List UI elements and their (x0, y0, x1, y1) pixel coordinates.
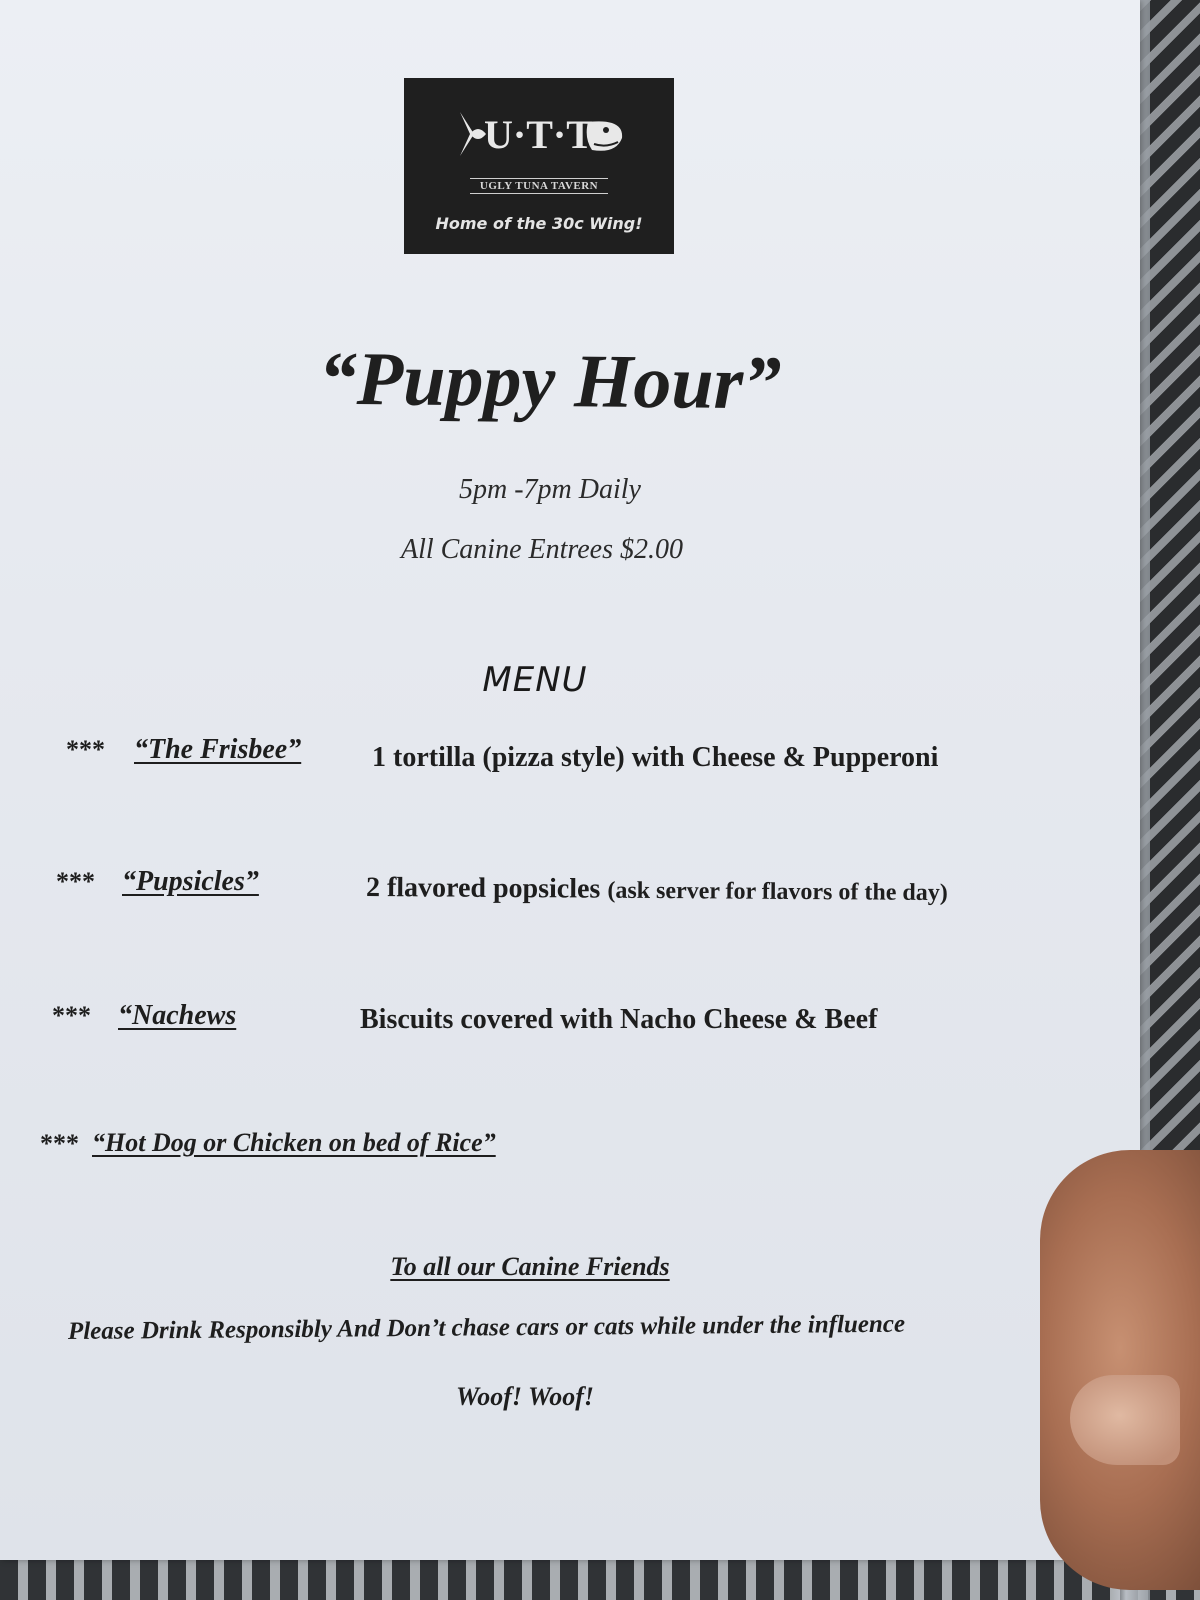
menu-item-name: “Hot Dog or Chicken on bed of Rice” (92, 1128, 496, 1157)
fish-logo-icon (456, 104, 626, 164)
menu-item (66, 734, 105, 766)
menu-item-name: “Nachews (118, 1000, 237, 1031)
menu-item-name: “Pupsicles” (122, 866, 259, 897)
logo (404, 78, 674, 254)
item-stars: *** (56, 867, 95, 896)
menu-item-description (366, 872, 948, 908)
menu-item-name: “The Frisbee” (134, 734, 302, 765)
item-stars: *** (52, 1001, 91, 1030)
hours-text: 5pm -7pm Daily (459, 474, 641, 505)
background-floor (0, 1560, 1200, 1600)
thumb-nail (1070, 1375, 1180, 1465)
sign-off: Woof! Woof! (456, 1382, 594, 1411)
menu-item (52, 1000, 91, 1032)
logo-name: UGLY TUNA TAVERN (470, 178, 608, 194)
menu-item-description: Biscuits covered with Nacho Cheese & Beef (360, 1004, 878, 1035)
page-title: “Puppy Hour” (318, 336, 782, 426)
menu-item-description: 1 tortilla (pizza style) with Cheese & Pupperoni (372, 742, 939, 773)
menu-item (40, 1128, 79, 1160)
logo-mark-text: U·T·T (484, 112, 593, 157)
closing-heading: To all our Canine Friends (390, 1252, 670, 1281)
closing-notice: Please Drink Responsibly And Don’t chase cars or cats while under the influence (67, 1310, 906, 1345)
item-stars: *** (40, 1129, 79, 1158)
item-description-main: 2 flavored popsicles (365, 872, 601, 905)
holding-thumb (1040, 1150, 1200, 1590)
item-stars: *** (66, 735, 105, 764)
item-description-note: (ask server for flavors of the day) (607, 877, 948, 907)
menu-item (56, 866, 95, 898)
price-text: All Canine Entrees $2.00 (400, 534, 684, 565)
logo-tagline: Home of the 30c Wing! (435, 214, 643, 233)
menu-heading: MENU (482, 660, 588, 700)
